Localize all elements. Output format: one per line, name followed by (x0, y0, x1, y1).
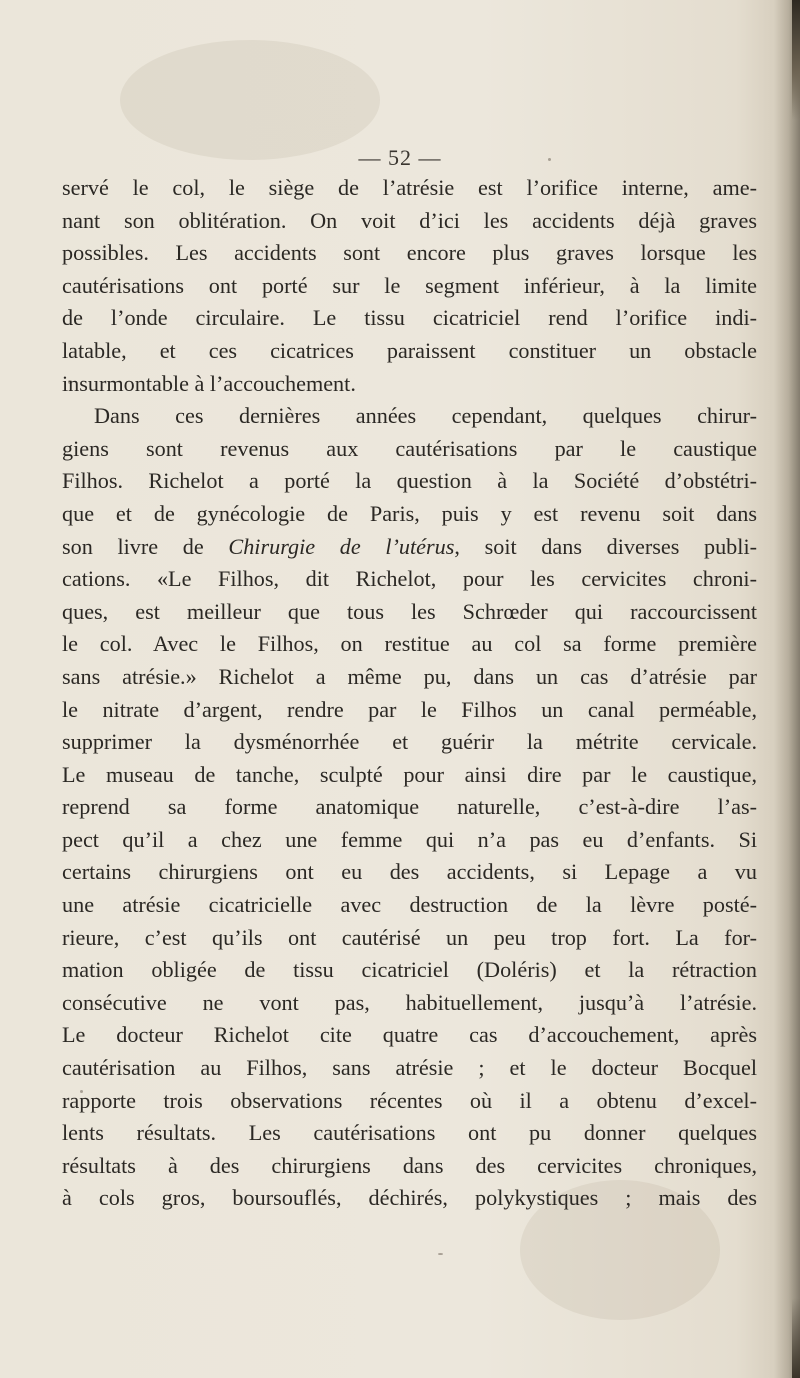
page-number: — 52 — (358, 145, 442, 170)
text-line: rapporte trois observations récentes où il a obtenu d’excel- (62, 1087, 757, 1113)
text-line: consécutive ne vont pas, habituellement, jusqu’à l’atrésie. (62, 989, 757, 1015)
text-line: une atrésie cicatricielle avec destruction de la lèvre posté- (62, 892, 757, 918)
page-edge-shadow (774, 0, 800, 1378)
text-line: servé le col, le siège de l’atrésie est l’orifice interne, ame- (62, 175, 757, 200)
body-text (62, 172, 757, 1215)
text-line: sans atrésie.» Richelot a même pu, dans un cas d’atrésie par (62, 663, 757, 689)
page-edge-dark-top (792, 0, 800, 120)
text-line: le col. Avec le Filhos, on restitue au col sa forme première (62, 631, 757, 657)
text-line: rieure, c’est qu’ils ont cautérisé un peu trop fort. La for- (62, 924, 757, 950)
text-line: résultats à des chirurgiens dans des cervicites chroniques, (62, 1152, 757, 1178)
text-segment: , soit dans diverses publi- (454, 533, 757, 559)
text-line: certains chirurgiens ont eu des accidents, si Lepage a vu (62, 859, 757, 885)
text-line: supprimer la dysménorrhée et guérir la métrite cervicale. (62, 729, 757, 755)
text-segment: son livre de (62, 533, 229, 559)
text-line: Le docteur Richelot cite quatre cas d’accouchement, après (62, 1022, 757, 1048)
book-title: Chirurgie de l’utérus (228, 533, 455, 559)
text-line-with-title (62, 531, 757, 564)
text-line: Le museau de tanche, sculpté pour ainsi dire par le caustique, (62, 761, 757, 787)
text-line: insurmontable à l’accouchement. (62, 370, 356, 396)
text-line: que et de gynécologie de Paris, puis y est revenu soit dans (62, 500, 757, 526)
text-line: de l’onde circulaire. Le tissu cicatriciel rend l’orifice indi- (62, 305, 757, 331)
text-line: cations. «Le Filhos, dit Richelot, pour les cervicites chroni- (62, 566, 757, 592)
text-line: Dans ces dernières années cependant, quelques chirur- (94, 403, 757, 429)
text-line: cautérisation au Filhos, sans atrésie ; et le docteur Bocquel (62, 1055, 757, 1081)
text-line: lents résultats. Les cautérisations ont pu donner quelques (62, 1120, 757, 1146)
ink-speck (438, 1253, 443, 1255)
text-line: le nitrate d’argent, rendre par le Filhos un canal perméable, (62, 696, 757, 722)
text-line: pect qu’il a chez une femme qui n’a pas eu d’enfants. Si (62, 826, 757, 852)
text-line: giens sont revenus aux cautérisations par le caustique (62, 435, 757, 461)
text-line: reprend sa forme anatomique naturelle, c’est-à-dire l’as- (62, 794, 757, 820)
text-line: cautérisations ont porté sur le segment inférieur, à la limite (62, 272, 757, 298)
text-line: nant son oblitération. On voit d’ici les accidents déjà graves (62, 207, 757, 233)
text-line: mation obligée de tissu cicatriciel (Doléris) et la rétraction (62, 957, 757, 983)
text-line: à cols gros, boursouflés, déchirés, polykystiques ; mais des (62, 1185, 757, 1211)
page-edge-dark-bottom (792, 1298, 800, 1378)
paper-stain (120, 40, 380, 160)
text-line: ques, est meilleur que tous les Schrœder qui raccourcissent (62, 598, 757, 624)
text-line: possibles. Les accidents sont encore plus graves lorsque les (62, 240, 757, 266)
text-line: latable, et ces cicatrices paraissent constituer un obstacle (62, 337, 757, 363)
text-line: Filhos. Richelot a porté la question à la Société d’obstétri- (62, 468, 757, 494)
